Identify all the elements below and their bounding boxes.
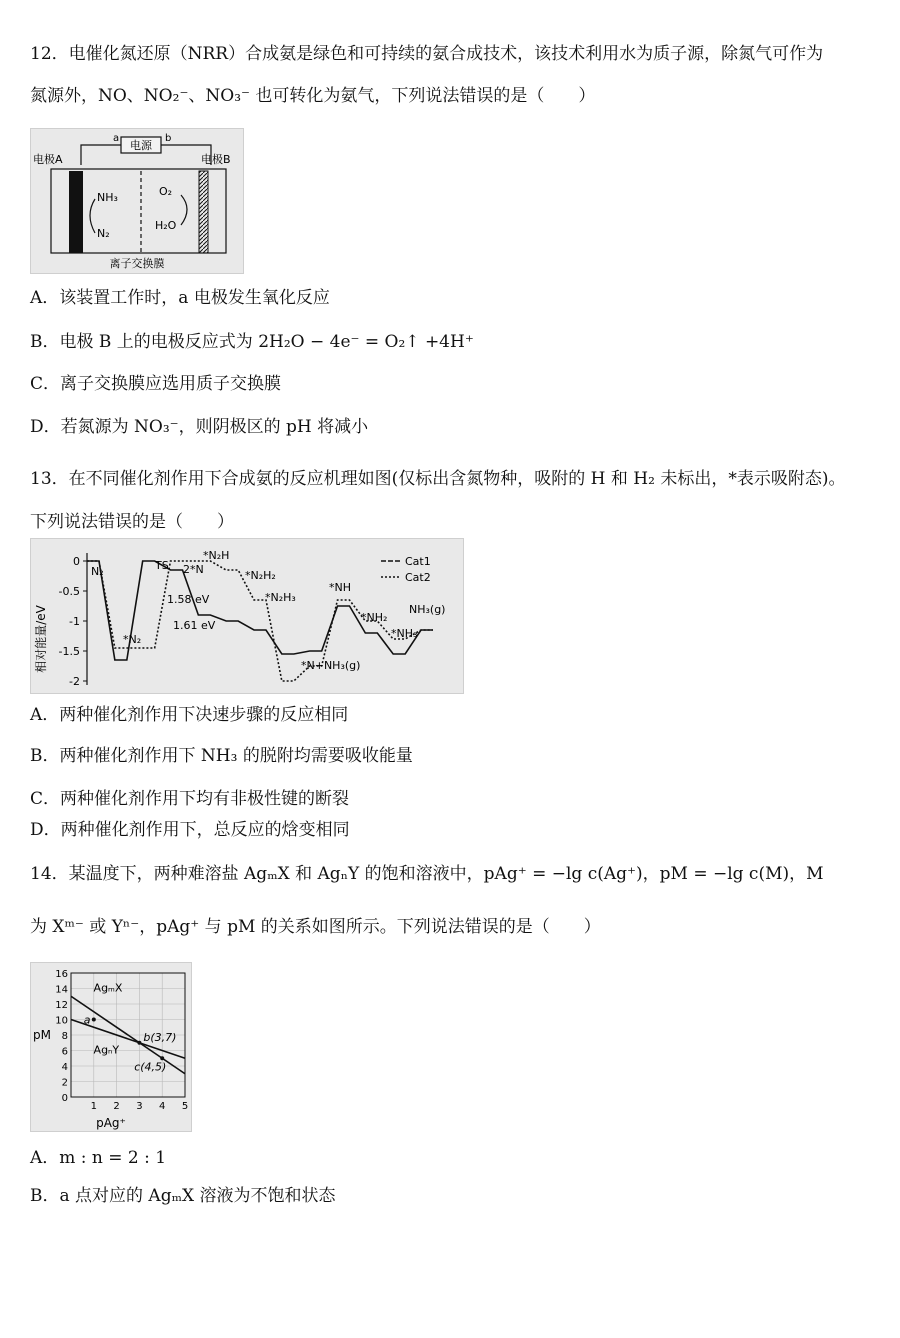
species-label: *NH₃ — [391, 627, 418, 640]
ksp-series-label: AgₘX — [93, 981, 123, 995]
q14-option-a: A．m : n = 2 : 1 — [30, 1148, 167, 1168]
ksp-point-label: c(4,5) — [134, 1060, 167, 1074]
legend-label-cat1: Cat1 — [405, 555, 431, 568]
ksp-x-tick-label: 3 — [136, 1101, 143, 1112]
energy-profile-chart — [30, 538, 464, 694]
pag-axis-label: pAg⁺ — [96, 1116, 126, 1130]
species-label: N₂ — [91, 565, 104, 578]
ksp-point-label: b(3,7) — [143, 1030, 177, 1044]
species-label: *N₂ — [123, 633, 142, 646]
ksp-y-tick-label: 0 — [61, 1093, 68, 1104]
species-label: *NH — [329, 581, 351, 594]
ksp-x-tick-label: 5 — [181, 1101, 189, 1112]
energy-y-tick-label: -0.5 — [58, 585, 80, 598]
q13-option-b: B．两种催化剂作用下 NH₃ 的脱附均需要吸收能量 — [30, 746, 413, 766]
ksp-y-tick-label: 14 — [55, 984, 68, 996]
solubility-chart — [30, 962, 192, 1132]
q14-option-b: B．a 点对应的 AgₘX 溶液为不饱和状态 — [30, 1186, 336, 1206]
energy-y-tick-label: -1 — [69, 615, 80, 628]
electrode-a-plate — [69, 171, 83, 253]
ksp-y-tick-label: 10 — [55, 1015, 68, 1027]
pm-axis-label: pM — [33, 1028, 51, 1042]
ksp-x-tick-label: 1 — [90, 1101, 97, 1112]
barrier-annotation: 1.61 eV — [173, 619, 216, 632]
electrode-a-label: 电极A — [33, 153, 63, 166]
q13-stem-line2: 下列说法错误的是（ ） — [30, 512, 234, 532]
ksp-x-tick-label: 4 — [159, 1101, 166, 1112]
q12-stem-line2: 氮源外，NO、NO₂⁻、NO₃⁻ 也可转化为氨气，下列说法错误的是（ ） — [30, 86, 596, 106]
barrier-annotation: 1.58 eV — [167, 593, 210, 606]
o2-label: O₂ — [159, 185, 173, 198]
electrolysis-figure — [30, 128, 244, 274]
ksp-y-tick-label: 16 — [55, 969, 68, 980]
membrane-label: 离子交换膜 — [109, 257, 165, 270]
species-label: 2*N — [183, 563, 204, 576]
energy-y-tick-label: -1.5 — [58, 645, 80, 658]
ksp-point — [92, 1018, 96, 1022]
energy-y-tick-label: -2 — [69, 675, 80, 688]
ksp-y-tick-label: 6 — [61, 1046, 68, 1058]
species-label: *NH₂ — [361, 611, 388, 624]
ksp-y-tick-label: 12 — [55, 1000, 68, 1011]
species-label: *N₂H₂ — [245, 569, 276, 582]
q12-option-c: C．离子交换膜应选用质子交换膜 — [30, 374, 282, 394]
electrode-b-label: 电极B — [201, 153, 231, 166]
q13-stem-line1: 13．在不同催化剂作用下合成氨的反应机理如图(仅标出含氮物种，吸附的 H 和 H₂ 未标出，*表示吸附态)。 — [30, 469, 846, 489]
legend-label-cat2: Cat2 — [405, 571, 431, 584]
q12-option-a: A．该装置工作时，a 电极发生氧化反应 — [30, 288, 330, 308]
ksp-y-tick-label: 8 — [61, 1031, 68, 1042]
q13-option-a: A．两种催化剂作用下决速步骤的反应相同 — [30, 705, 349, 725]
species-label: *N+NH₃(g) — [301, 659, 361, 672]
ksp-y-tick-label: 4 — [61, 1062, 68, 1073]
q12-option-b: B．电极 B 上的电极反应式为 2H₂O − 4e⁻ = O₂↑ +4H⁺ — [30, 332, 474, 352]
ksp-series-label: AgₙY — [93, 1043, 120, 1057]
power-source-label: 电源 — [130, 139, 152, 152]
q13-option-c: C．两种催化剂作用下均有非极性键的断裂 — [30, 789, 350, 809]
n2-label: N₂ — [97, 227, 110, 240]
h2o-label: H₂O — [155, 219, 177, 232]
q12-stem-line1: 12．电催化氮还原（NRR）合成氨是绿色和可持续的氨合成技术，该技术利用水为质子源，除氮气可作为 — [30, 44, 824, 64]
electrode-b-plate — [199, 171, 208, 253]
species-label: *N₂H — [203, 549, 230, 562]
nh3-label: NH₃ — [97, 191, 118, 204]
species-label: NH₃(g) — [409, 603, 446, 616]
q12-option-d: D．若氮源为 NO₃⁻，则阴极区的 pH 将减小 — [30, 417, 369, 437]
terminal-a-label: a — [113, 133, 120, 144]
ksp-point — [137, 1041, 141, 1045]
ksp-point-label: a — [83, 1013, 91, 1027]
q14-stem-line1: 14．某温度下，两种难溶盐 AgₘX 和 AgₙY 的饱和溶液中，pAg⁺ = −lg c(Ag⁺)，pM = −lg c(M)，M — [30, 864, 824, 884]
ksp-x-tick-label: 2 — [113, 1101, 120, 1112]
species-label: *N₂H₃ — [265, 591, 296, 604]
ksp-y-tick-label: 2 — [61, 1077, 68, 1089]
energy-y-tick-label: 0 — [73, 555, 80, 568]
q13-option-d: D．两种催化剂作用下，总反应的焓变相同 — [30, 820, 350, 840]
species-label: TS — [155, 559, 169, 572]
q14-stem-line2: 为 Xᵐ⁻ 或 Yⁿ⁻，pAg⁺ 与 pM 的关系如图所示。下列说法错误的是（ ） — [30, 917, 601, 937]
terminal-b-label: b — [165, 133, 172, 144]
energy-axis-label: 相对能量/eV — [34, 605, 48, 673]
